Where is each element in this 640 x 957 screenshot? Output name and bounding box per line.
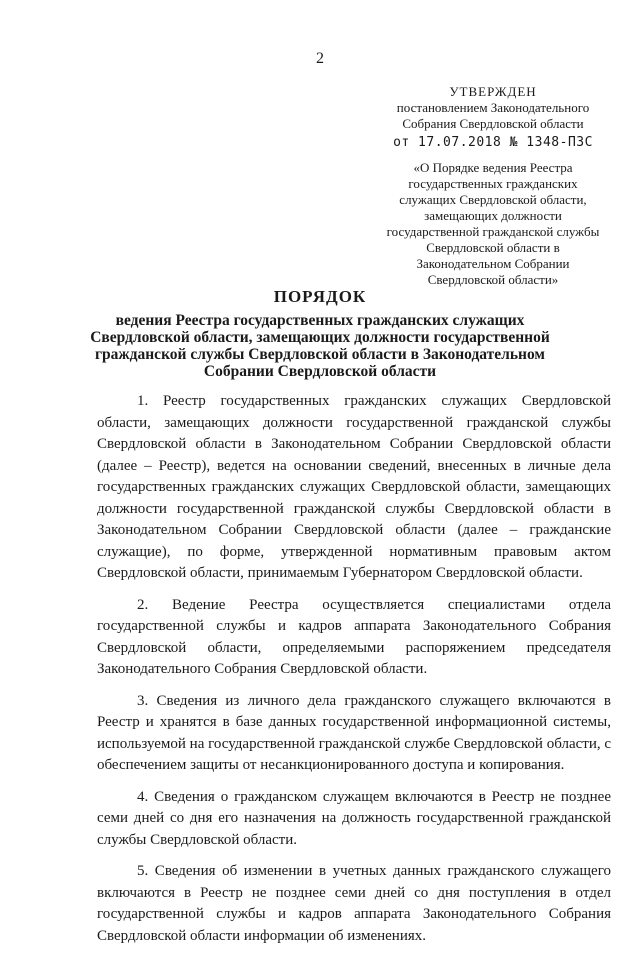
approval-block [383,84,603,288]
page-number: 2 [316,50,324,67]
paragraph-3: 3. Сведения из личного дела гражданского служащего включаются в Реестр и хранятся в базе данных государственной информационной системы, используемой на государственной гражданской службе Свердловской области, с обеспечением защиты от несанкционированного доступа и копирования. [97,692,612,773]
approval-line-2: Собрания Свердловской области [402,116,584,131]
paragraph-2: 2. Ведение Реестра осуществляется специалистами отдела государственной службы и кадров аппарата Законодательного Собрания Свердловской области, определяемыми распоряжением председателя Законодательного Собрания Свердловской области. [97,596,611,677]
document-heading: ПОРЯДОК [273,287,367,306]
paragraph-4: 4. Сведения о гражданском служащем включаются в Реестр не позднее семи дней со дня его назначения на должность государственной гражданской службы Свердловской области. [97,788,611,848]
document-subheading: ведения Реестра государственных гражданских служащих Свердловской области, замещающих должности государственной гражданской службы Свердловской области в Законодательном Собрании Свердловской области [90,312,550,380]
approval-document-title: «О Порядке ведения Реестра государственных гражданских служащих Свердловской области, замещающих должности государственной гражданской службы Свердловской области в Законодательном Собрании Свердловской области» [386,160,600,287]
document-body [97,391,611,957]
approval-title: УТВЕРЖДЕН [449,84,537,99]
paragraph-5: 5. Сведения об изменении в учетных данных гражданского служащего включаются в Реестр не позднее семи дней со дня поступления в отдел государственной службы и кадров аппарата Законодательного Собрания Свердловской области информации об изменениях. [97,863,611,944]
approval-date-number-stamp: от 17.07.2018 № 1348-ПЗС [393,135,593,150]
paragraph-1: 1. Реестр государственных гражданских служащих Свердловской области, замещающих должности государственной гражданской службы Свердловской области в Законодательном Собрании Свердловской области (далее – Реестр), ведется на основании сведений, внесенных в личные дела государственных гражданских служащих Свердловской области, замещающих должности государственной гражданской службы Свердловской области в Законодательном Собрании Свердловской области (далее – гражданские служащие), по форме, утвержденной нормативным правовым актом Свердловской области, принимаемым Губернатором Свердловской области. [97,393,611,581]
approval-line-1: постановлением Законодательного [396,100,590,115]
